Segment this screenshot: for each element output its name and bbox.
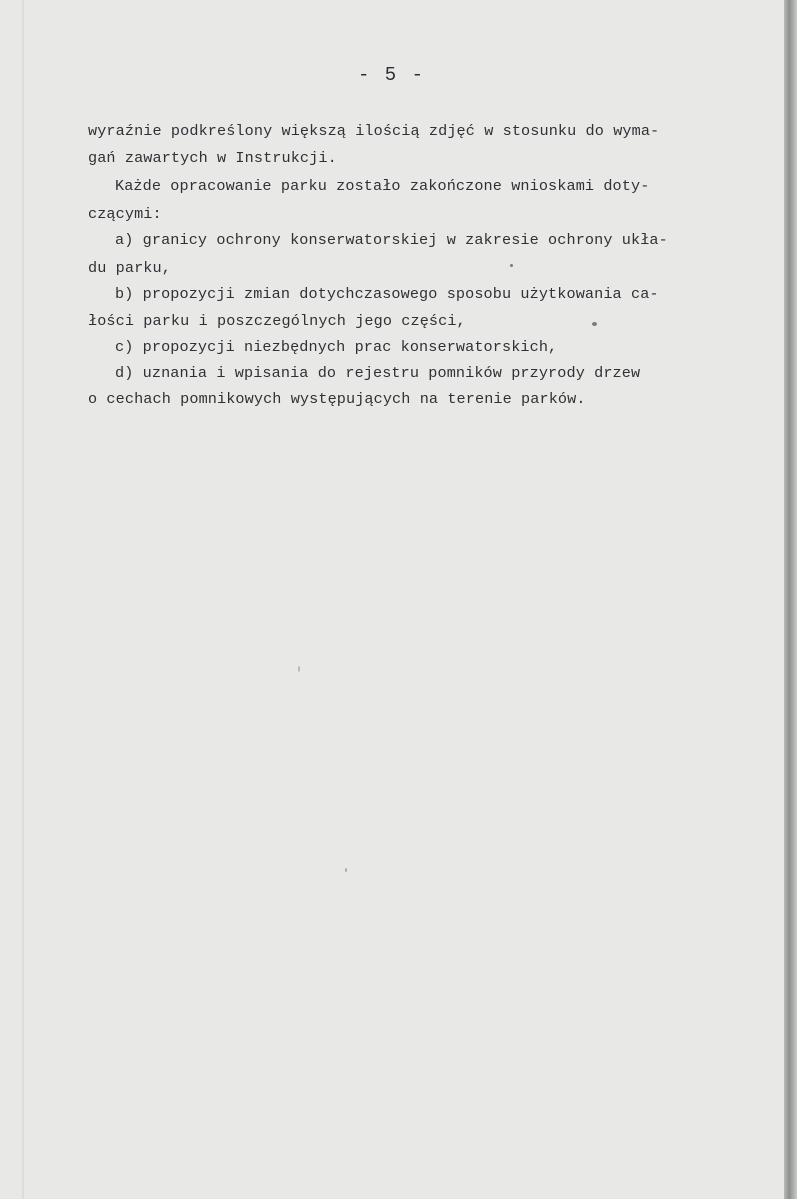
text-line-3: Każde opracowanie parku zostało zakończone wnioskami doty- (115, 177, 650, 195)
text-line-2: gań zawartych w Instrukcji. (88, 149, 337, 167)
text-line-1: wyraźnie podkreślony większą ilością zdjęć w stosunku do wyma- (88, 122, 660, 140)
paper-speck (345, 868, 347, 872)
list-item-d-continuation: o cechach pomnikowych występujących na terenie parków. (88, 390, 586, 408)
paper-speck (510, 264, 513, 267)
paper-speck (298, 666, 300, 672)
text-line-4: czącymi: (88, 205, 162, 223)
list-item-a: a) granicy ochrony konserwatorskiej w zakresie ochrony ukła- (115, 231, 668, 249)
page-edge-shadow (784, 0, 797, 1199)
paper-speck (592, 322, 597, 326)
list-item-d: d) uznania i wpisania do rejestru pomników przyrody drzew (115, 364, 641, 382)
page-fold-shadow (22, 0, 24, 1199)
list-item-c: c) propozycji niezbędnych prac konserwatorskich, (115, 338, 558, 356)
page-number: - 5 - (358, 64, 426, 86)
list-item-b-continuation: łości parku i poszczególnych jego części, (88, 312, 466, 330)
list-item-b: b) propozycji zmian dotychczasowego sposobu użytkowania ca- (115, 285, 659, 303)
list-item-a-continuation: du parku, (88, 259, 171, 277)
